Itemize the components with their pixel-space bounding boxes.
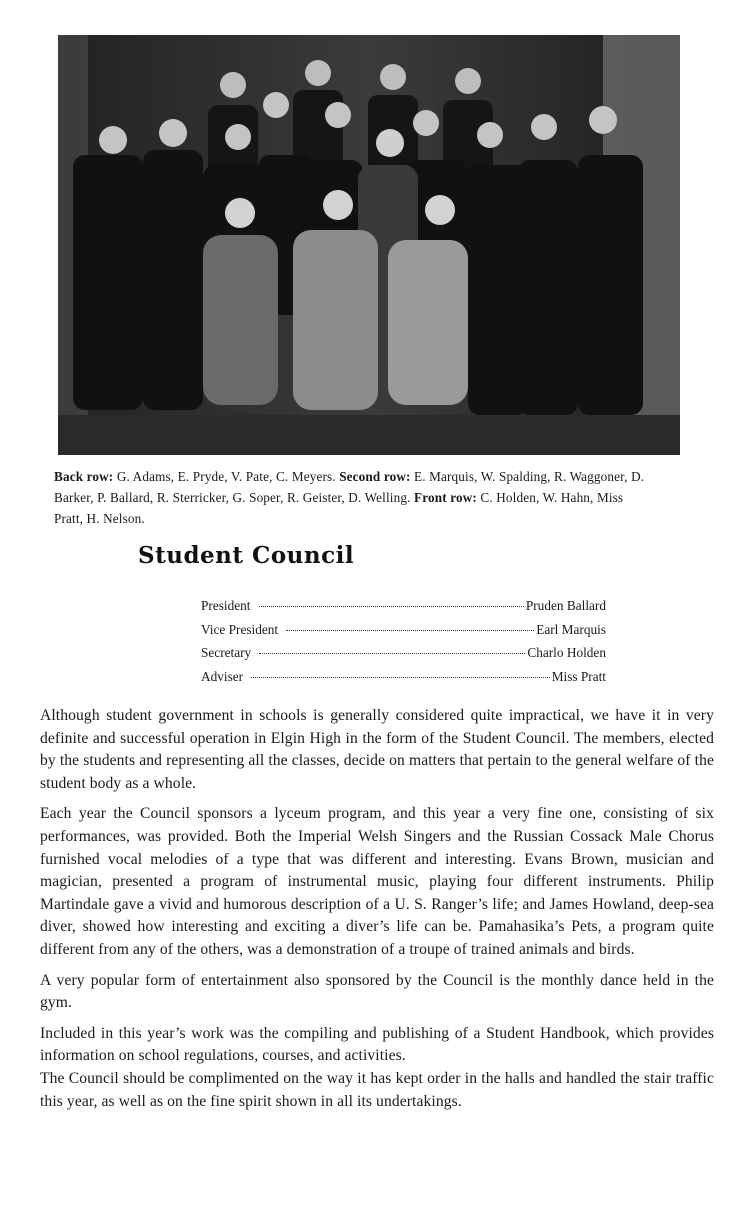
leader-dots (259, 606, 524, 607)
paragraph: The Council should be complimented on the way it has kept order in the halls and handled the stair traffic this year, as well as on the fine spirit shown in all its undertakings. (40, 1069, 714, 1110)
paragraph: Included in this year’s work was the compiling and publishing of a Student Handbook, which provides information on school regulations, courses, and activities. (40, 1024, 714, 1065)
caption-back-label: Back row: (54, 469, 114, 484)
officer-role: President (201, 598, 251, 613)
officer-role: Adviser (201, 668, 244, 684)
group-photo-illustration (58, 35, 680, 455)
officer-role: Secretary (201, 645, 252, 660)
officer-name: Charlo Holden (527, 645, 606, 660)
caption-front-names: C. Holden, W. Hahn, Miss Pratt, H. Nelson. (54, 490, 624, 526)
officer-name: Miss Pratt (551, 668, 606, 684)
paragraph: Although student government in schools is generally considered quite impractical, we have it in very definite and successful operation in Elgin High in the form of the Student Council. The members, elected by the students and representing all the classes, decide on matters that pertain to the general welfare of the student body as a whole. (40, 707, 714, 792)
caption-front-label: Front row: (414, 490, 477, 505)
officer-role: Vice President (201, 621, 279, 637)
officer-row-secretary (201, 645, 606, 669)
officer-row-vice-president (201, 622, 606, 646)
officer-name: Pruden Ballard (525, 598, 606, 613)
caption-second-names: E. Marquis, W. Spalding, R. Waggoner, D. Barker, P. Ballard, R. Sterricker, G. Soper, R. Geister, D. Welling. (54, 469, 645, 505)
caption-second-label: Second row: (339, 469, 411, 484)
paragraph: Each year the Council sponsors a lyceum program, and this year a very fine one, consisting of six performances, was provided. Both the Imperial Welsh Singers and the Russian Cossack Male Chorus furnished vocal melodies of a type that was different and interesting. Evans Brown, musician and magician, presented a program of instrumental music, playing four different instruments. Philip Martindale gave a vivid and humorous description of a U. S. Ranger’s life; and James Howland, deep-sea diver, showed how interesting and exciting a diver’s life can be. Pamahasika’s Pets, a program quite different from any of the others, was a demonstration of a troupe of trained animals and birds. (40, 805, 714, 958)
group-photo (58, 35, 680, 455)
caption-back-names: G. Adams, E. Pryde, V. Pate, C. Meyers. (116, 469, 336, 484)
photo-caption (54, 466, 654, 529)
leader-dots (286, 630, 534, 631)
officer-row-president (201, 598, 606, 622)
leader-dots (259, 653, 525, 654)
officer-row-adviser (201, 669, 606, 693)
leader-dots (251, 677, 550, 678)
article-body (40, 705, 714, 1121)
page-title: Student Council (138, 542, 355, 569)
officers-list (201, 598, 606, 692)
paragraph: A very popular form of entertainment also sponsored by the Council is the monthly dance held in the gym. (40, 971, 714, 1012)
officer-name: Earl Marquis (536, 621, 606, 637)
